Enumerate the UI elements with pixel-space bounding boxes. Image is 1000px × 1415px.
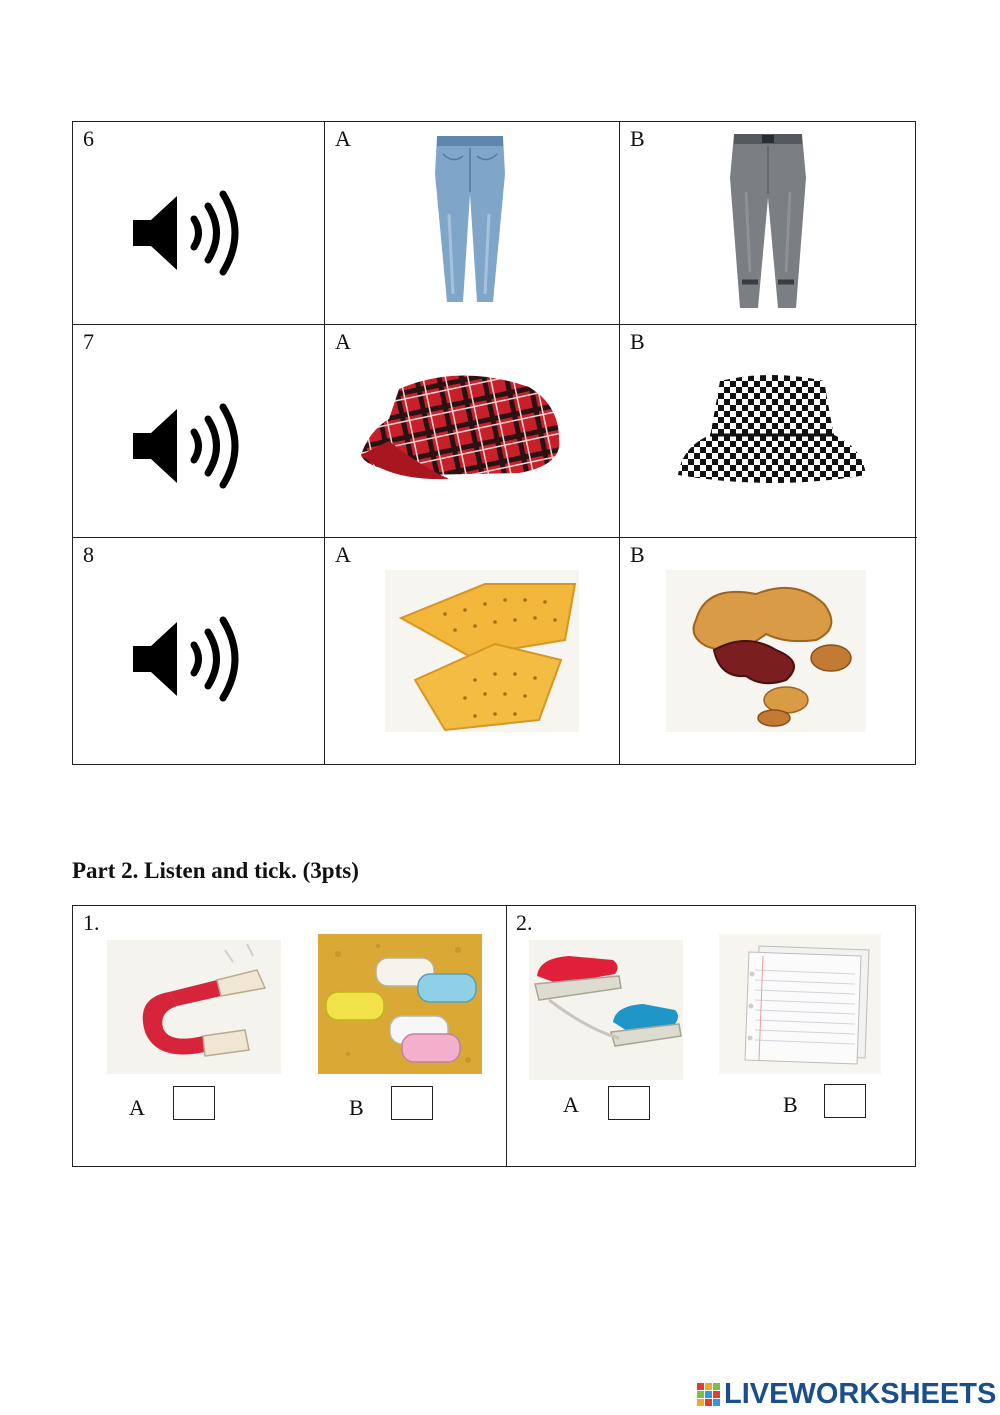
option-a-cell-8[interactable] [325,538,620,765]
peanuts-image [666,570,866,732]
option-b-cell-8[interactable] [620,538,917,765]
question-number: 7 [83,329,94,354]
option-b-label: B [349,1095,364,1120]
speaker-icon[interactable] [131,190,249,276]
question-cell-7 [73,325,325,538]
option-b-cell-6[interactable] [620,122,917,325]
question-number: 2. [516,910,533,935]
speaker-icon[interactable] [131,403,249,489]
crackers-image [385,570,579,732]
question-cell-6 [73,122,325,325]
part2-heading: Part 2. Listen and tick. (3pts) [72,858,359,883]
question-number: 6 [83,126,94,151]
answer-checkbox-2b[interactable] [824,1084,866,1118]
chalk-image [318,934,482,1074]
column-divider [506,906,507,1166]
checkered-bucket-hat-image [676,375,868,485]
liveworksheets-logo [697,1378,996,1410]
option-a-cell-7[interactable] [325,325,620,538]
staplers-image [529,940,683,1080]
option-label: A [335,126,351,151]
option-a-cell-6[interactable] [325,122,620,325]
jeans-image [433,134,507,304]
answer-checkbox-1b[interactable] [391,1086,433,1120]
listening-table-part2 [72,905,916,1167]
option-label: B [630,329,645,354]
option-label: A [335,329,351,354]
option-b-label: B [783,1092,798,1117]
magnet-image [107,940,281,1074]
option-label: B [630,542,645,567]
option-label: A [335,542,351,567]
listening-table-part1 [72,121,916,765]
logo-text: LIVEWORKSHEETS [724,1377,997,1410]
option-label: B [630,126,645,151]
speaker-icon[interactable] [131,616,249,702]
answer-checkbox-1a[interactable] [173,1086,215,1120]
paper-image [719,934,881,1074]
option-b-cell-7[interactable] [620,325,917,538]
answer-checkbox-2a[interactable] [608,1086,650,1120]
question-number: 8 [83,542,94,567]
grey-trousers-image [728,132,808,310]
logo-mark-icon [697,1382,721,1406]
red-plaid-cap-image [359,369,565,485]
question-cell-8 [73,538,325,765]
option-a-label: A [129,1095,145,1120]
question-number: 1. [83,910,100,935]
option-a-label: A [563,1092,579,1117]
